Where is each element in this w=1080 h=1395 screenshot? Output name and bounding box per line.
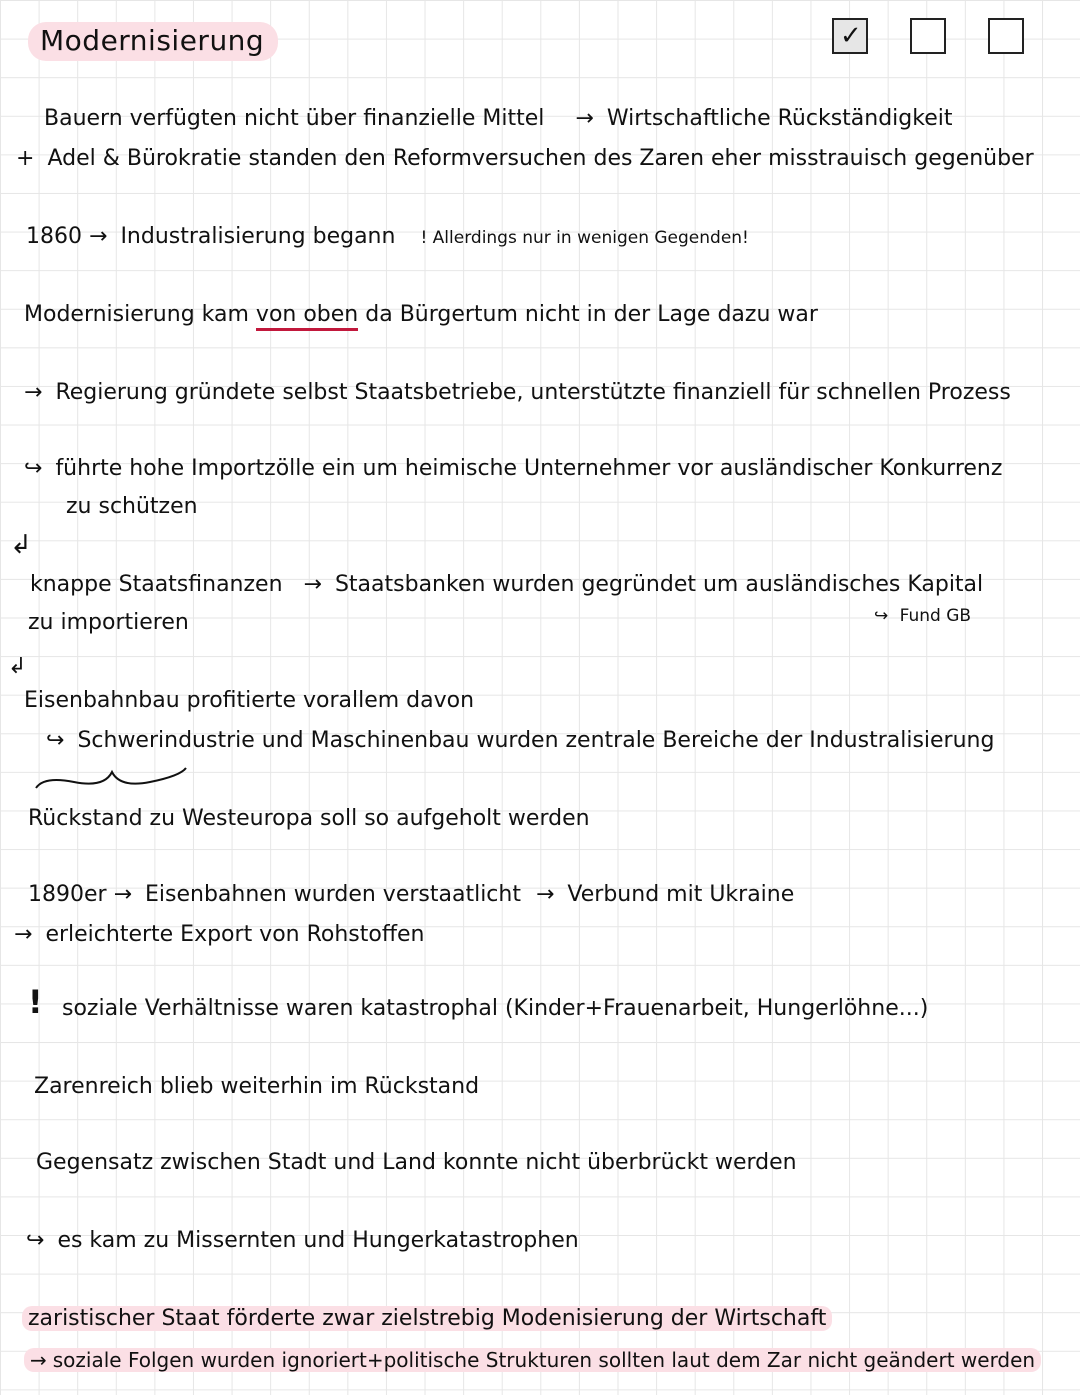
note-remark: ! Allerdings nur in wenigen Gegenden! [420,228,749,248]
check-mark-icon: ✓ [840,21,862,51]
note-text: Fund GB [899,606,972,626]
note-text: Gegensatz zwischen Stadt und Land konnte nicht überbrückt werden [36,1150,797,1175]
note-line-13 [28,882,794,907]
curve-arrow-icon: ↲ [8,654,27,679]
note-text: es kam zu Missernten und Hungerkatastrophen [57,1228,579,1253]
checkbox-2[interactable] [910,18,946,54]
note-line-19 [22,1306,832,1331]
note-line-6 [24,456,1002,481]
plus-icon: + [16,146,35,171]
note-text: da Bürgertum nicht in der Lage dazu war [365,302,818,327]
hook-arrow-icon: ↪ [46,728,65,753]
note-text: Eisenbahnen wurden verstaatlicht [145,882,521,907]
note-line-5 [24,380,1011,405]
hook-arrow-icon: ↪ [874,606,889,626]
note-line-18 [26,1228,579,1253]
arrow-icon: → [89,224,108,249]
arrow-icon: → [303,572,322,597]
checkbox-3[interactable] [988,18,1024,54]
note-line-15 [62,996,928,1021]
underlined-text: von oben [256,302,358,331]
note-text: Rückstand zu Westeuropa soll so aufgeholt werden [28,806,590,831]
note-text: Bauern verfügten nicht über finanzielle Mittel [44,106,545,131]
note-line-17 [36,1150,797,1175]
note-text: zu importieren [28,610,189,635]
curve-arrow-icon: ↲ [10,530,32,560]
note-line-8 [30,572,983,597]
note-line-11 [46,728,994,753]
year-label: 1890er [28,882,107,907]
exclamation-icon: ! [28,983,43,1021]
note-line-20 [24,1348,1041,1372]
note-text: führte hohe Importzölle ein um heimische Unternehmer vor ausländischer Konkurrenz [55,456,1003,481]
checkbox-1[interactable] [832,18,868,54]
note-line-16 [34,1074,479,1099]
note-text: erleichterte Export von Rohstoffen [45,922,425,947]
note-line-4 [24,302,818,327]
curly-brace-icon [34,766,194,796]
arrow-icon: → [14,922,33,947]
arrow-icon: → [535,882,555,907]
note-line-3 [26,224,749,249]
note-text: Wirtschaftliche Rückständigkeit [606,106,953,131]
note-line-7 [66,494,198,519]
note-text: Industralisierung begann [120,224,396,249]
note-text: zu schützen [66,494,198,519]
note-text: Eisenbahnbau profitierte vorallem davon [24,688,475,713]
arrow-icon: → [113,882,133,907]
note-text: Staatsbanken wurden gegründet um ausländisches Kapital [334,572,984,597]
note-text: knappe Staatsfinanzen [30,572,283,597]
arrow-icon: → [575,106,594,131]
arrow-icon: → [30,1348,47,1372]
note-line-1 [44,106,953,131]
year-label: 1860 [26,224,82,249]
note-text: Verbund mit Ukraine [567,882,795,907]
page-title: Modernisierung [28,22,278,61]
highlighted-text [24,1348,1041,1372]
note-annotation [874,606,971,626]
note-line-10 [24,688,474,713]
note-line-2 [16,146,1034,171]
hook-arrow-icon: ↪ [24,456,43,481]
note-line-9 [28,610,189,635]
note-text: Regierung gründete selbst Staatsbetriebe, unterstützte finanziell für schnellen Prozess [55,380,1011,405]
hook-arrow-icon: ↪ [26,1228,45,1253]
note-line-12 [28,806,590,831]
highlighted-text: zaristischer Staat förderte zwar zielstrebig Modenisierung der Wirtschaft [22,1306,832,1331]
note-text: Modernisierung kam [24,302,249,327]
note-text: Zarenreich blieb weiterhin im Rückstand [34,1074,480,1099]
note-line-14 [14,922,425,947]
note-text: Adel & Bürokratie standen den Reformversuchen des Zaren eher misstrauisch gegenüber [47,146,1034,171]
note-text: Schwerindustrie und Maschinenbau wurden zentrale Bereiche der Industralisierung [77,728,995,753]
note-text: soziale Verhältnisse waren katastrophal (Kinder+Frauenarbeit, Hungerlöhne...) [62,996,929,1021]
arrow-icon: → [24,380,43,405]
note-text: soziale Folgen wurden ignoriert+politische Strukturen sollten laut dem Zar nicht geändert werden [52,1348,1036,1372]
